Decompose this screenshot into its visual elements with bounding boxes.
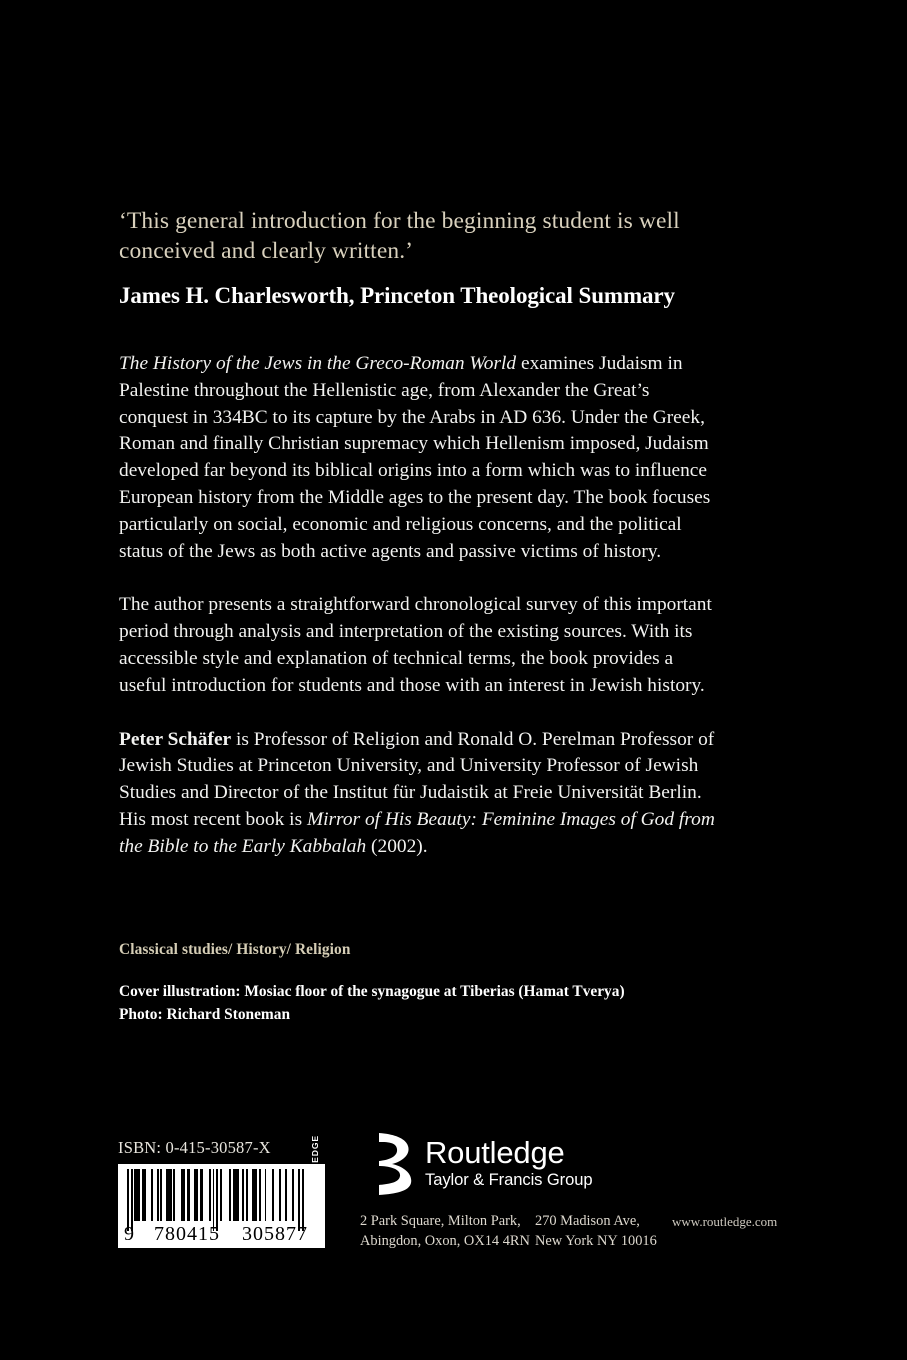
blurb-paragraph-2: The author presents a straightforward chronological survey of this important period through analysis and interpretation of the existing sources. With its accessible style and explanation of technical terms, the book provides a useful introduction for students and those with an interest in Jewish history. <box>119 594 712 696</box>
routledge-logo-words <box>425 1133 592 1189</box>
author-bio-text-after: (2002). <box>366 835 428 857</box>
routledge-logo-mark <box>310 1133 416 1197</box>
address-uk-line-1: 2 Park Square, Milton Park, <box>360 1213 521 1229</box>
author-bio-text-before: is Professor of Religion and Ronald O. Perelman Professor of Jewish Studies at Princeton University, and University Professor of Jewish Studies and Director of the Institut für Judaistik at Freie Universität Berlin. His most recent book is <box>119 728 715 830</box>
quote-attribution: James H. Charlesworth, Princeton Theological Summary <box>119 283 675 308</box>
address-us-line-1: 270 Madison Ave, <box>535 1213 640 1229</box>
blurb-paragraph-1-text: examines Judaism in Palestine throughout the Hellenistic age, from Alexander the Great’s conquest in 334BC to its capture by the Arabs in AD 636. Under the Greek, Roman and finally Christian supremacy which Hellenism imposed, Judaism developed far beyond its biblical origins into a form which was to influence European history from the Middle ages to the present day. The book focuses particularly on social, economic and religious concerns, and the political status of the Jews as both active agents and passive victims of history. <box>119 353 711 562</box>
cover-credit-block <box>119 981 625 1026</box>
routledge-vertical-text: ROUTLEDGE <box>310 1134 320 1197</box>
isbn-label: ISBN: 0-415-30587-X <box>118 1138 271 1157</box>
publisher-website: www.routledge.com <box>672 1214 778 1229</box>
address-uk-line-2: Abingdon, Oxon, OX14 4RN <box>360 1232 530 1249</box>
cover-photo-credit: Photo: Richard Stoneman <box>119 1005 291 1023</box>
cover-illustration-credit: Cover illustration: Mosiac floor of the synagogue at Tiberias (Hamat Tverya) <box>119 983 625 1000</box>
barcode-bars <box>127 1169 321 1231</box>
author-bio <box>119 727 715 861</box>
barcode-digits-right: 305877 <box>242 1223 308 1245</box>
publisher-name: Routledge <box>425 1135 565 1170</box>
isbn-area <box>118 1134 325 1248</box>
address-uk <box>360 1212 530 1251</box>
book-title-italic: The History of the Jews in the Greco-Roman World <box>119 353 517 374</box>
barcode-digits-left: 780415 <box>154 1223 220 1245</box>
barcode-digit-lead: 9 <box>124 1223 135 1245</box>
ean13-barcode <box>118 1164 325 1248</box>
routledge-r-icon <box>375 1133 415 1195</box>
address-us <box>535 1212 657 1251</box>
barcode-bar <box>302 1169 304 1231</box>
author-name: Peter Schäfer <box>119 728 232 750</box>
recent-book-title-italic: Mirror of His Beauty: Feminine Images of God from the Bible to the Early Kabbalah <box>119 808 715 857</box>
routledge-logo <box>310 1133 593 1197</box>
publisher-group: Taylor & Francis Group <box>425 1170 593 1189</box>
subject-categories: Classical studies/ History/ Religion <box>119 941 351 958</box>
pull-quote: ‘This general introduction for the beginning student is well conceived and clearly written.’ <box>119 208 680 264</box>
barcode-digits <box>118 1223 325 1246</box>
address-us-line-2: New York NY 10016 <box>535 1232 657 1249</box>
cover-text-column <box>119 206 715 861</box>
blurb-paragraph-1 <box>119 351 715 565</box>
barcode-space <box>222 1169 229 1221</box>
